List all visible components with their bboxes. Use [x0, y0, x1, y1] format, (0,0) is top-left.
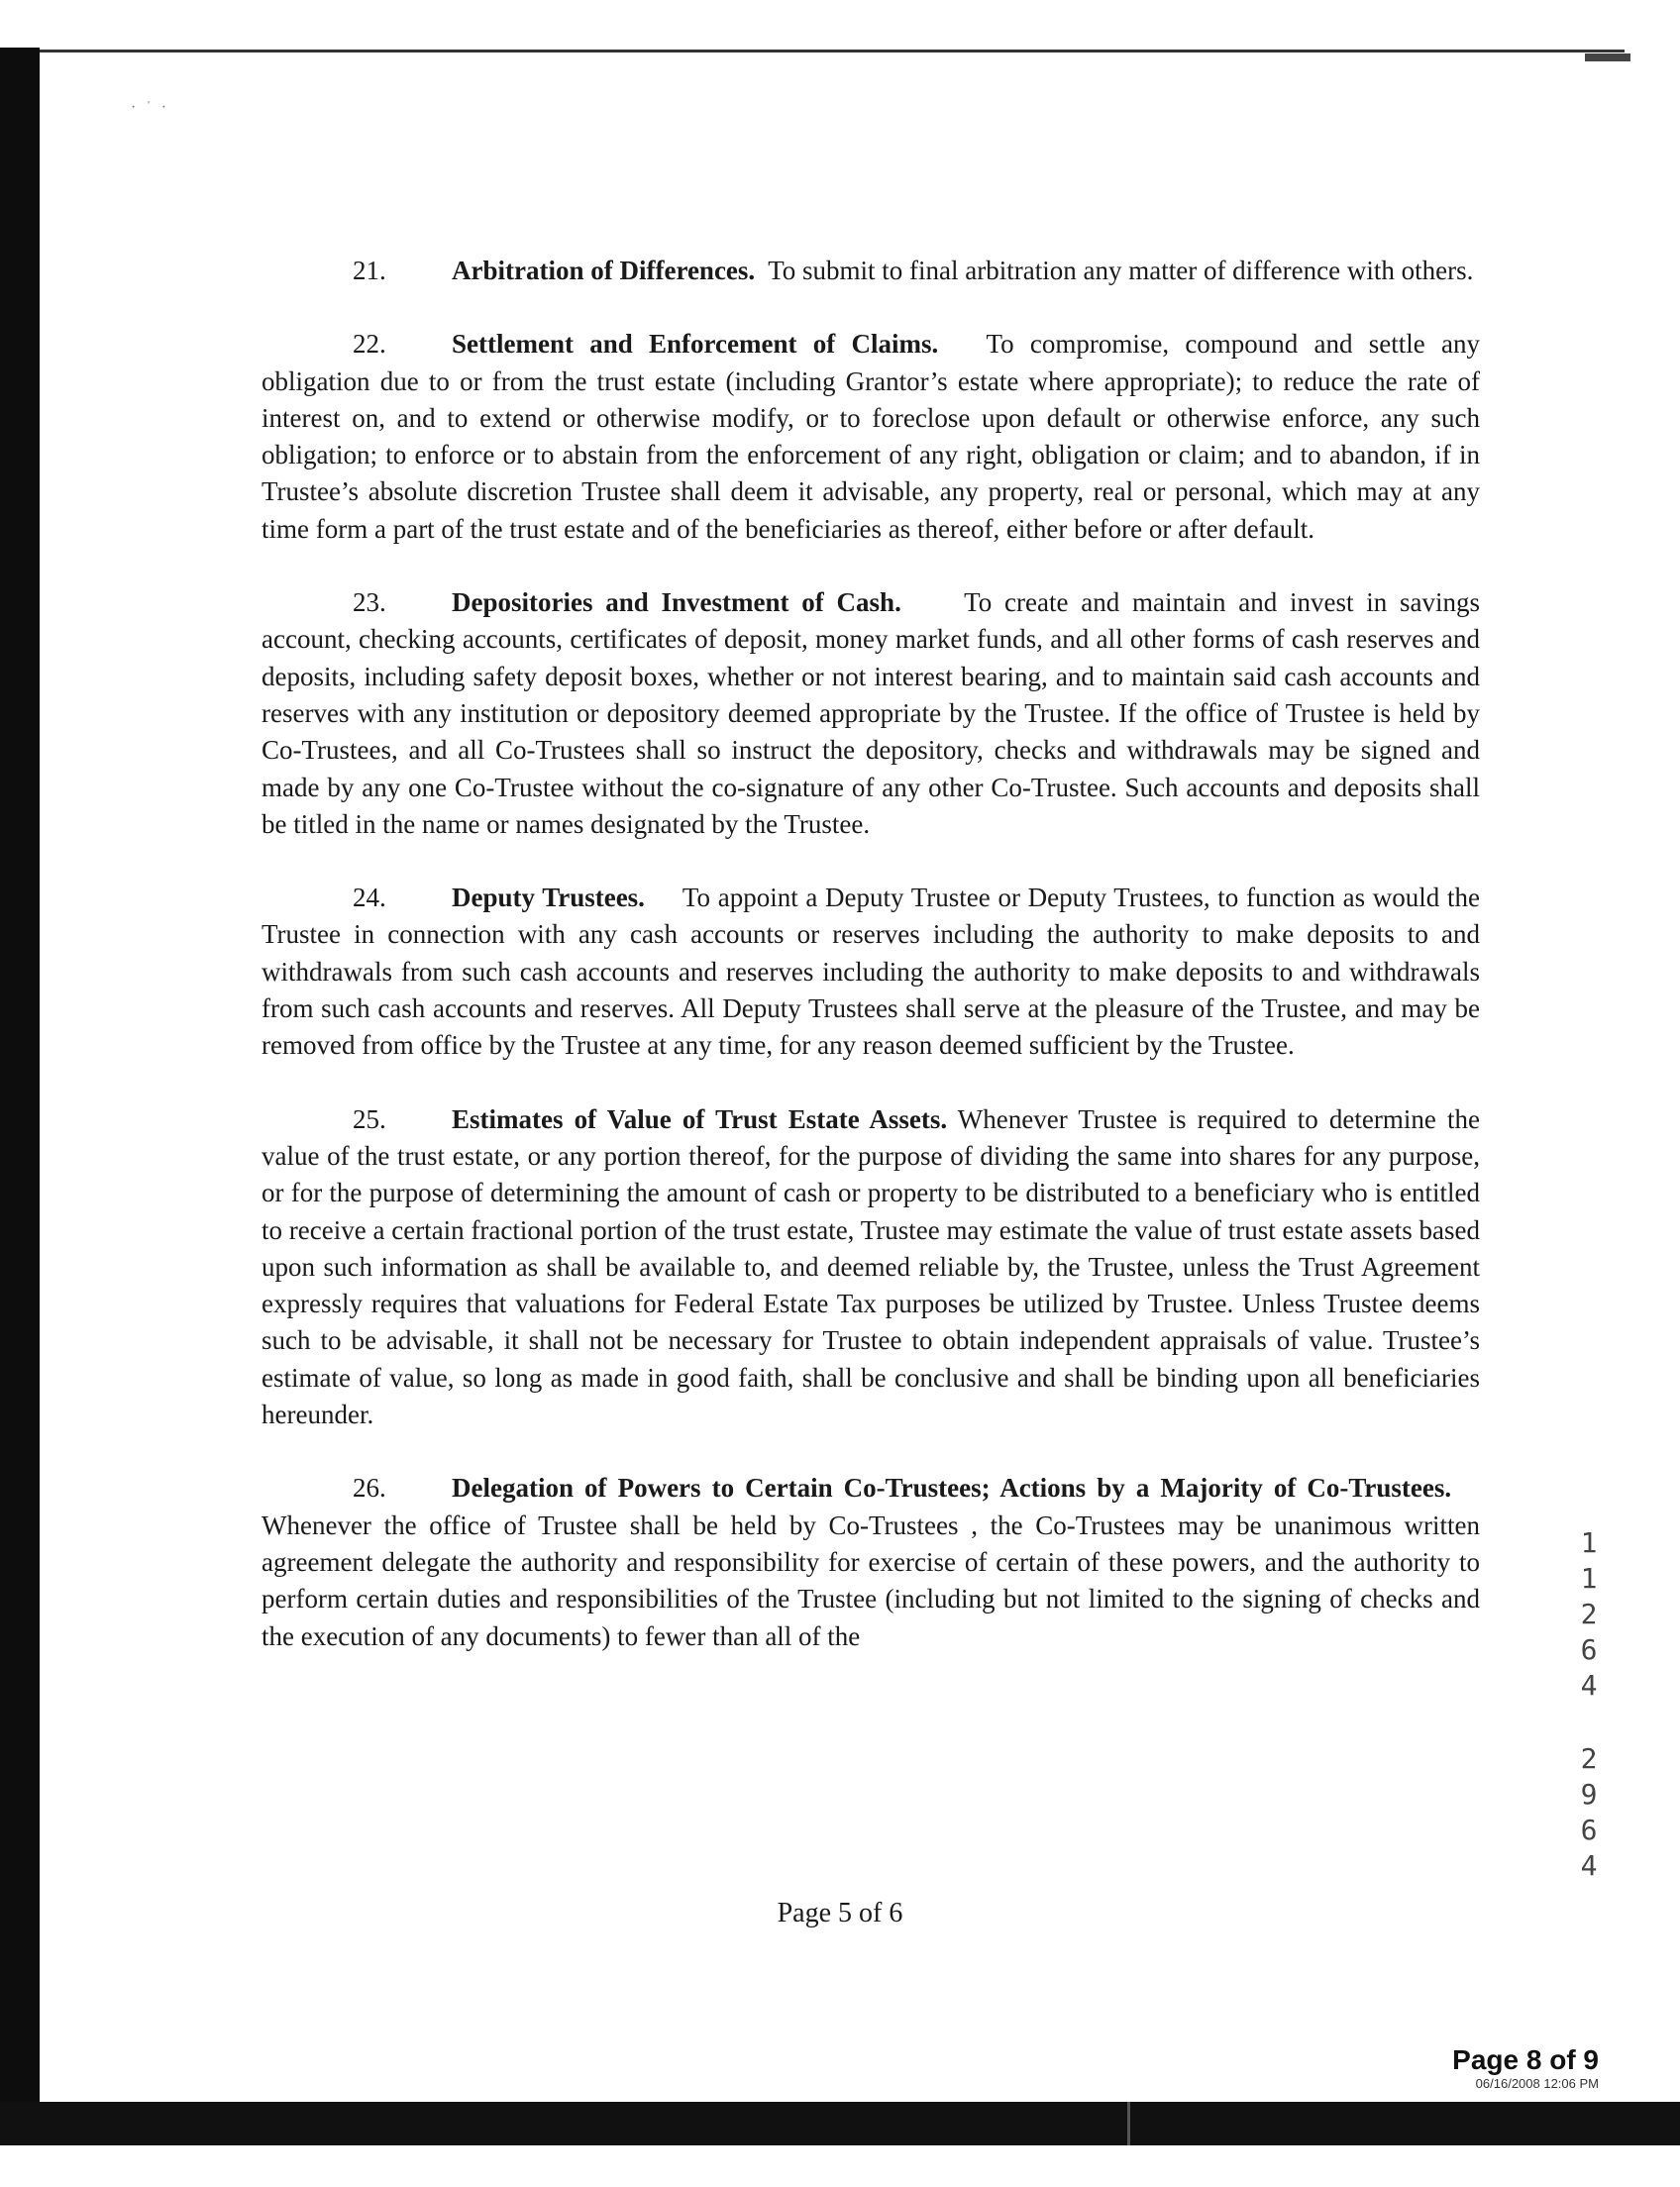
paragraph-number: 23. [353, 587, 386, 618]
stamp-digit: 2 [1580, 1742, 1598, 1775]
scan-specks: ·ˈ· [131, 99, 176, 116]
page-number: Page 5 of 6 [777, 1898, 903, 1928]
margin-stamp [1573, 1525, 1605, 1884]
paragraph-26 [262, 1470, 1480, 1654]
stamp-digit: 6 [1580, 1633, 1598, 1666]
paragraph-number: 21. [353, 256, 386, 285]
paragraph-heading: Delegation of Powers to Certain Co-Trustees; Actions by a Majority of Co-Trustees. [452, 1473, 1452, 1504]
paragraph-23 [262, 584, 1480, 843]
document-body [262, 253, 1480, 1692]
paragraph-25 [262, 1101, 1480, 1434]
stamp-digit: 9 [1580, 1778, 1598, 1811]
paragraph-number: 26. [353, 1473, 386, 1504]
paragraph-heading: Arbitration of Differences. [452, 256, 756, 285]
scan-edge-bottom-mark [1127, 2102, 1130, 2145]
paragraph-heading: Depositories and Investment of Cash. [452, 587, 901, 618]
stamp-digit: 2 [1580, 1598, 1598, 1630]
paragraph-text: Whenever the office of Trustee shall be held by Co-Trustees , the Co-Trustees may be unanimous written agreement delegate the authority and responsibility for exercise of certain of these powers, and the authority to perform certain duties and responsibilities of the Trustee (including but not limited to the signing of checks and the execution of any documents) to fewer than all of the [262, 1510, 1480, 1651]
scan-edge-top [40, 50, 1625, 52]
paragraph-number: 24. [353, 883, 386, 913]
stamp-digit: 1 [1580, 1562, 1598, 1595]
stamp-gap [1573, 1704, 1605, 1741]
fax-timestamp: 06/16/2008 12:06 PM [1475, 2076, 1599, 2091]
stamp-digit: 4 [1580, 1849, 1598, 1882]
paragraph-text: Whenever Trustee is required to determine the value of the trust estate, or any portion thereof, for the purpose of dividing the same into shares for any purpose, or for the purpose of determining the amount of cash or property to be distributed to a beneficiary who is entitled to receive a certain fractional portion of the trust estate, Trustee may estimate the value of trust estate assets based upon such information as shall be available to, and deemed reliable by, the Trustee, unless the Trust Agreement expressly requires that valuations for Federal Estate Tax purposes be utilized by Trustee. Unless Trustee deems such to be advisable, it shall not be necessary for Trustee to obtain independent appraisals of value. Trustee’s estimate of value, so long as made in good faith, shall be conclusive and shall be binding upon all beneficiaries hereunder. [262, 1103, 1480, 1430]
paragraph-heading: Deputy Trustees. [452, 883, 645, 913]
scan-edge-top-right [1585, 53, 1630, 61]
paragraph-text: To compromise, compound and settle any obligation due to or from the trust estate (including Grantor’s estate where appropriate); to reduce the rate of interest on, and to extend or otherwise modify, or to foreclose upon default or otherwise enforce, any such obligation; to enforce or to abstain from the enforcement of any right, obligation or claim; and to abandon, if in Trustee’s absolute discretion Trustee shall deem it advisable, any property, real or personal, which may at any time form a part of the trust estate and of the beneficiaries as thereof, either before or after default. [262, 329, 1481, 544]
paragraph-heading: Estimates of Value of Trust Estate Assets. [452, 1103, 948, 1134]
scan-edge-bottom [0, 2102, 1680, 2145]
paragraph-text: To create and maintain and invest in savings account, checking accounts, certificates of deposit, money market funds, and all other forms of cash reserves and deposits, including safety deposit boxes, whether or not interest bearing, and to maintain said cash accounts and reserves with any institution or depository deemed appropriate by the Trustee. If the office of Trustee is held by Co-Trustees, and all Co-Trustees shall so instruct the depository, checks and withdrawals may be signed and made by any one Co-Trustee without the co-signature of any other Co-Trustee. Such accounts and deposits shall be titled in the name or names designated by the Trustee. [262, 587, 1480, 839]
paragraph-text: To appoint a Deputy Trustee or Deputy Trustees, to function as would the Trustee in connection with any cash accounts or reserves including the authority to make deposits to and withdrawals from such cash accounts and reserves including the authority to make deposits to and withdrawals from such cash accounts and reserves. All Deputy Trustees shall serve at the pleasure of the Trustee, and may be removed from office by the Trustee at any time, for any reason deemed sufficient by the Trustee. [262, 883, 1480, 1061]
paragraph-number: 22. [353, 329, 386, 360]
paragraph-number: 25. [353, 1103, 386, 1134]
fax-page-counter: Page 8 of 9 [1452, 2044, 1599, 2075]
paragraph-22 [262, 326, 1480, 548]
paragraph-heading: Settlement and Enforcement of Claims. [452, 329, 939, 360]
paragraph-24 [262, 880, 1480, 1064]
paragraph-21 [262, 253, 1480, 289]
stamp-digit: 4 [1580, 1669, 1598, 1702]
stamp-digit: 6 [1580, 1814, 1598, 1846]
stamp-digit: 1 [1580, 1526, 1598, 1559]
paragraph-text: To submit to final arbitration any matter of difference with others. [768, 256, 1474, 285]
scan-edge-left [0, 48, 40, 2145]
